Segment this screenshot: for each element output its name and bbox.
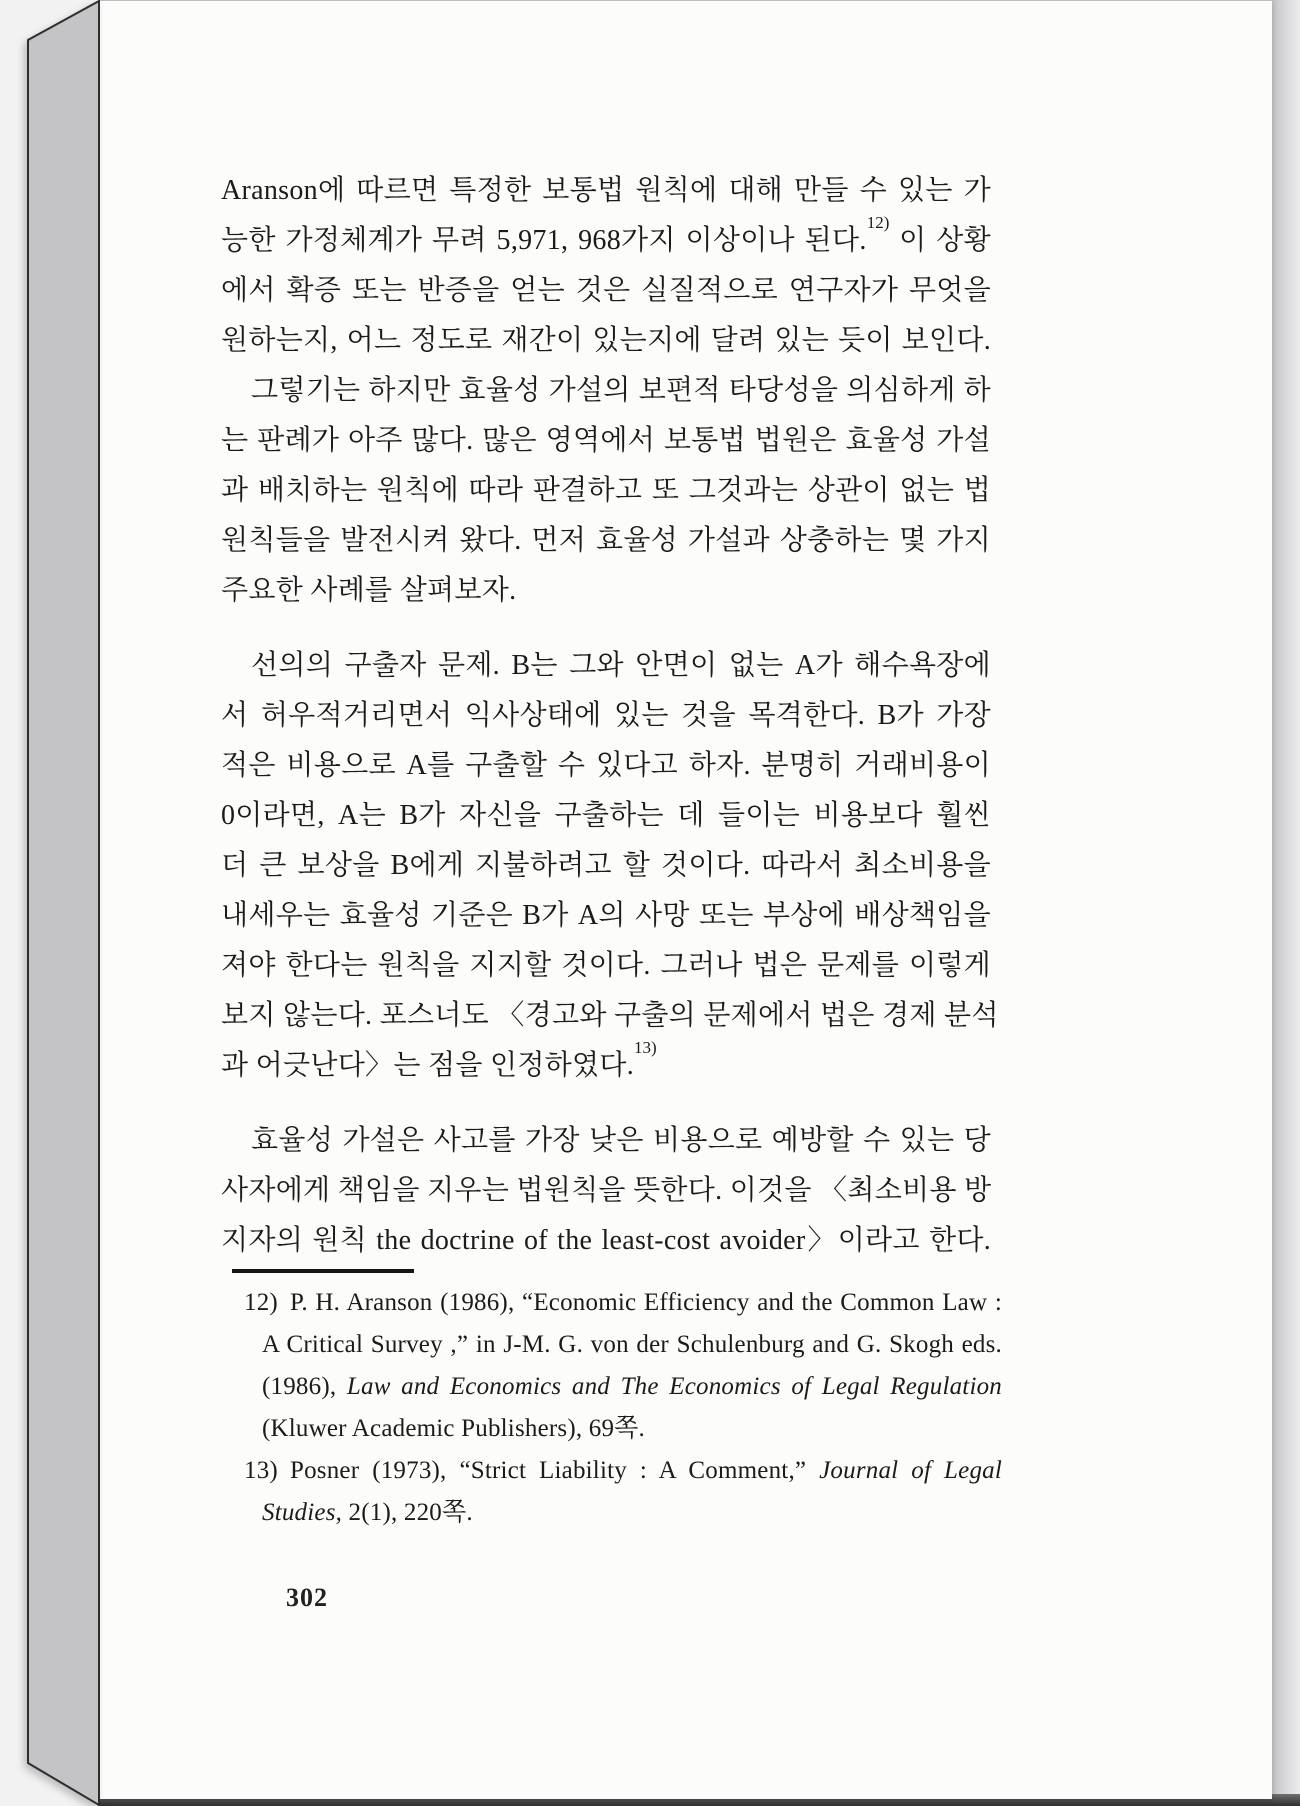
text-line: 져야 한다는 원칙을 지지할 것이다. 그러나 법은 문제를 이렇게 xyxy=(221,950,991,981)
text-segment: 과 어긋난다〉는 점을 인정하였다. xyxy=(221,1050,635,1081)
text-segment: 2(1), 220쪽. xyxy=(342,1499,473,1526)
text-line: 선의의 구출자 문제. B는 그와 안면이 없는 A가 해수욕장에 xyxy=(251,650,991,681)
footnote-line: (Kluwer Academic Publishers), 69쪽. xyxy=(262,1415,645,1442)
text-line: 에서 확증 또는 반증을 얻는 것은 실질적으로 연구자가 무엇을 xyxy=(221,275,991,306)
text-line: 주요한 사례를 살펴보자. xyxy=(221,575,517,606)
text-segment: (1986), xyxy=(262,1373,347,1400)
journal-title: Journal of Legal xyxy=(819,1457,1002,1484)
text-segment: 능한 가정체계가 무려 5,971, 968가지 이상이나 된다. xyxy=(221,225,867,256)
text-segment: Posner (1973), “Strict Liability : A Comment,” xyxy=(290,1457,820,1484)
journal-title: Studies, xyxy=(262,1499,343,1526)
text-line: 더 큰 보상을 B에게 지불하려고 할 것이다. 따라서 최소비용을 xyxy=(221,850,991,881)
text-line: 적은 비용으로 A를 구출할 수 있다고 하자. 분명히 거래비용이 xyxy=(221,750,991,781)
text-segment: P. H. Aranson (1986), “Economic Efficiency and the Common Law : xyxy=(290,1289,1002,1316)
book-title: Law and Economics and The Economics of Legal Regulation xyxy=(346,1373,1002,1400)
footnote-ref-12: 12) xyxy=(866,212,890,232)
text-line: 사자에게 책임을 지우는 법원칙을 뜻한다. 이것을 〈최소비용 방 xyxy=(221,1175,992,1206)
text-line: 그렇기는 하지만 효율성 가설의 보편적 타당성을 의심하게 하 xyxy=(251,375,991,406)
text-line: 원하는지, 어느 정도로 재간이 있는지에 달려 있는 듯이 보인다. xyxy=(221,325,991,356)
footnote-number: 13) xyxy=(244,1457,278,1484)
footnote-number: 12) xyxy=(244,1289,278,1316)
text-line: 원칙들을 발전시켜 왔다. 먼저 효율성 가설과 상충하는 몇 가지 xyxy=(221,525,991,556)
text-line: 서 허우적거리면서 익사상태에 있는 것을 목격한다. B가 가장 xyxy=(221,700,991,731)
text-line: 0이라면, A는 B가 자신을 구출하는 데 들이는 비용보다 훨씬 xyxy=(221,800,991,831)
text-line: 는 판례가 아주 많다. 많은 영역에서 보통법 법원은 효율성 가설 xyxy=(221,425,991,456)
text-line: Aranson에 따르면 특정한 보통법 원칙에 대해 만들 수 있는 가 xyxy=(221,175,991,206)
text-line: 보지 않는다. 포스너도 〈경고와 구출의 문제에서 법은 경제 분석 xyxy=(221,1000,999,1031)
spine-edge-shape xyxy=(28,1,99,1805)
text-line: 지자의 원칙 the doctrine of the least-cost avoider〉이라고 한다. xyxy=(221,1225,991,1256)
footnote-ref-13: 13) xyxy=(634,1037,657,1057)
text-line: 내세우는 효율성 기준은 B가 A의 사망 또는 부상에 배상책임을 xyxy=(221,900,991,931)
footnote-line: A Critical Survey ,” in J-M. G. von der Schulenburg and G. Skogh eds. xyxy=(262,1331,1002,1358)
text-line: 효율성 가설은 사고를 가장 낮은 비용으로 예방할 수 있는 당 xyxy=(251,1125,991,1156)
page-number: 302 xyxy=(286,1583,328,1612)
text-segment: 이 상황 xyxy=(889,225,991,256)
text-line: 과 배치하는 원칙에 따라 판결하고 또 그것과는 상관이 없는 법 xyxy=(221,475,991,506)
